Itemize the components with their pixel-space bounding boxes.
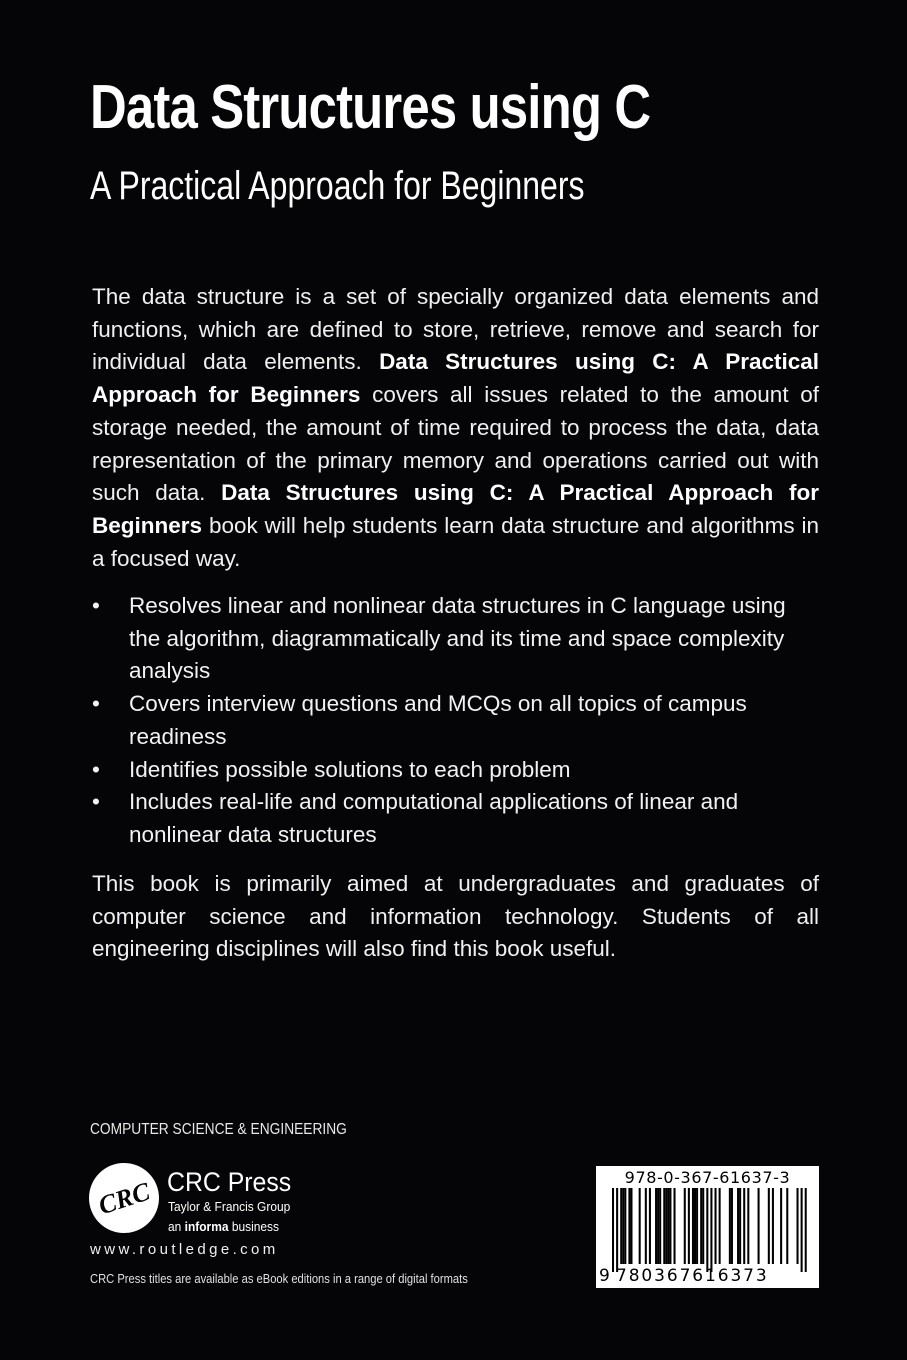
isbn-number: 978-0-367-61637-3 bbox=[624, 1168, 791, 1187]
tagline-bold: informa bbox=[184, 1219, 229, 1234]
barcode-bar bbox=[692, 1188, 694, 1264]
barcode-bar bbox=[702, 1188, 704, 1264]
description-bold-title: Data Structures using C: A Practical Approach for Beginners bbox=[92, 480, 819, 538]
barcode-bar bbox=[805, 1188, 807, 1272]
barcode-bar bbox=[710, 1188, 712, 1272]
ebook-note: CRC Press titles are available as eBook editions in a range of digital formats bbox=[90, 1271, 468, 1286]
barcode-bar bbox=[639, 1188, 641, 1264]
barcode-bar bbox=[612, 1188, 614, 1272]
book-description bbox=[92, 281, 819, 575]
logo-text: CRC bbox=[94, 1176, 154, 1221]
barcode-digit-string: 780367616373 bbox=[616, 1266, 769, 1286]
barcode-bar bbox=[758, 1188, 760, 1264]
publisher-website-link[interactable]: www.routledge.com bbox=[90, 1241, 279, 1258]
list-item bbox=[92, 590, 819, 688]
barcode-bar bbox=[797, 1188, 799, 1264]
barcode-bars-icon bbox=[596, 1188, 819, 1272]
barcode-bar bbox=[655, 1188, 657, 1264]
barcode-bar bbox=[622, 1188, 624, 1264]
description-text: covers all issues related to the amount of storage needed, the amount of time required to process the data, data representation of the primary memory and operations carried out with such data. bbox=[92, 382, 820, 506]
barcode-bar bbox=[729, 1188, 731, 1264]
description-text: The data structure is a set of specially organized data elements and functions, which are defined to store, retrieve, remove and search for individual data elements. bbox=[92, 284, 819, 375]
barcode-bar bbox=[688, 1188, 690, 1264]
barcode-bar bbox=[731, 1188, 733, 1264]
description-bold-title: Data Structures using C: A Practical Approach for Beginners bbox=[92, 349, 820, 408]
barcode-bar bbox=[772, 1188, 774, 1264]
barcode-bar bbox=[665, 1188, 667, 1264]
publisher-tagline bbox=[168, 1219, 279, 1234]
barcode-bar bbox=[659, 1188, 661, 1264]
barcode-bar bbox=[628, 1188, 630, 1264]
barcode-bar bbox=[657, 1188, 659, 1264]
barcode-bar bbox=[674, 1188, 676, 1264]
tagline-suffix: business bbox=[228, 1219, 280, 1234]
feature-list bbox=[92, 590, 819, 852]
tagline-prefix: an bbox=[168, 1219, 185, 1234]
barcode-bar bbox=[669, 1188, 671, 1264]
barcode-bar bbox=[700, 1188, 702, 1264]
list-item bbox=[92, 786, 819, 851]
barcode-bar bbox=[696, 1188, 698, 1264]
bullet-icon: • bbox=[92, 756, 100, 782]
barcode-bar bbox=[667, 1188, 669, 1264]
barcode-bar bbox=[786, 1188, 788, 1264]
barcode-bar bbox=[780, 1188, 782, 1264]
barcode-bar bbox=[801, 1188, 803, 1272]
publisher-name: CRC Press bbox=[167, 1167, 292, 1197]
barcode-bar bbox=[737, 1188, 739, 1264]
bullet-icon: • bbox=[92, 593, 100, 618]
barcode-bar bbox=[715, 1188, 717, 1264]
barcode-bar bbox=[624, 1188, 626, 1264]
barcode-bar bbox=[684, 1188, 686, 1264]
crc-logo-icon bbox=[89, 1163, 159, 1233]
list-item bbox=[92, 754, 819, 787]
barcode-bar bbox=[663, 1188, 665, 1264]
bullet-icon: • bbox=[92, 691, 100, 717]
book-title: Data Structures using C bbox=[90, 73, 651, 142]
list-item-text: Identifies possible solutions to each problem bbox=[129, 756, 571, 782]
barcode-bar bbox=[743, 1188, 745, 1264]
barcode-bar bbox=[739, 1188, 741, 1264]
barcode-bar bbox=[694, 1188, 696, 1264]
barcode-bar bbox=[719, 1188, 721, 1264]
list-item-text: Resolves linear and nonlinear data structures in C language using the algorithm, diagrammatically and its time and space complexity analysis bbox=[129, 593, 786, 684]
barcode-bar bbox=[616, 1188, 618, 1272]
description-text: book will help students learn data structure and algorithms in a focused way. bbox=[92, 512, 819, 571]
list-item bbox=[92, 688, 819, 753]
barcode-bar bbox=[620, 1188, 622, 1264]
barcode-bar bbox=[630, 1188, 632, 1264]
list-item-text: Includes real-life and computational applications of linear and nonlinear data structures bbox=[129, 789, 739, 847]
barcode-bar bbox=[649, 1188, 651, 1264]
barcode-bar bbox=[768, 1188, 770, 1264]
isbn-barcode bbox=[596, 1166, 819, 1288]
barcode-first-digit: 9 bbox=[599, 1266, 612, 1286]
barcode-bar bbox=[645, 1188, 647, 1264]
publisher-group: Taylor & Francis Group bbox=[168, 1199, 291, 1214]
subject-category: COMPUTER SCIENCE & ENGINEERING bbox=[90, 1121, 347, 1138]
audience-text: This book is primarily aimed at undergraduates and graduates of computer science and information technology. Students of all engineering disciplines will also find this book useful. bbox=[92, 871, 819, 962]
bullet-icon: • bbox=[92, 789, 100, 815]
list-item-text: Covers interview questions and MCQs on all topics of campus readiness bbox=[129, 691, 747, 749]
barcode-bar bbox=[747, 1188, 749, 1264]
book-subtitle: A Practical Approach for Beginners bbox=[90, 164, 585, 208]
barcode-bar bbox=[706, 1188, 708, 1272]
